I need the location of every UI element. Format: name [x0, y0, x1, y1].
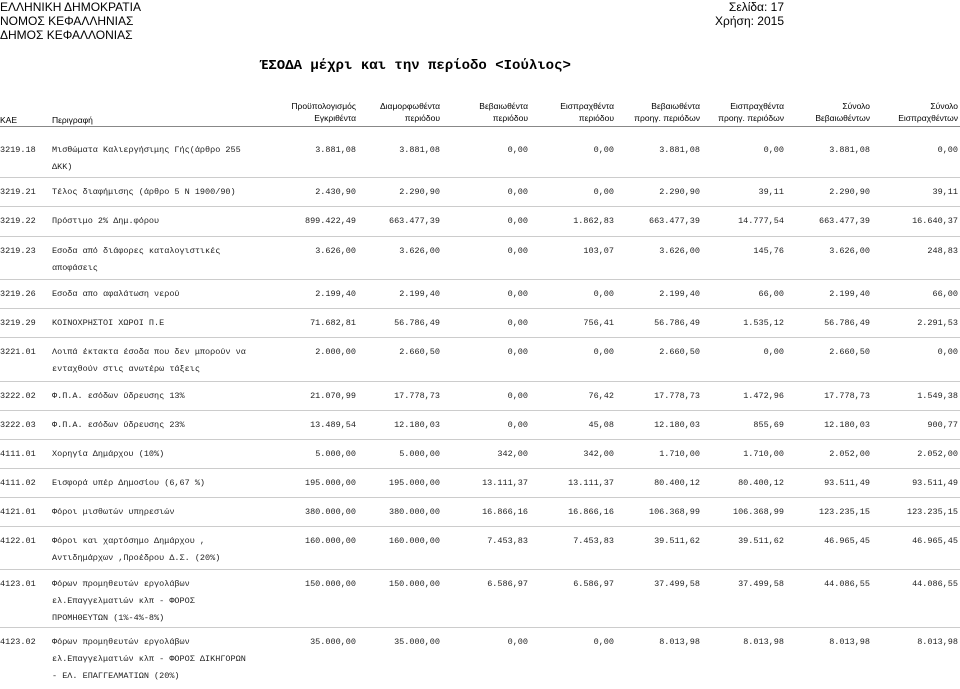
- header-left: [0, 0, 141, 42]
- row-value-col1: 380.000,00: [304, 507, 356, 517]
- column-header-c3-line: Βεβαιωθέντα: [479, 101, 528, 111]
- row-description-line: Φόροι και χαρτόσημο Δημάρχου ,: [52, 536, 206, 546]
- row-kae-code: 3219.26: [0, 289, 36, 299]
- header-divider: [0, 126, 960, 127]
- column-header-c7-line: Βεβαιωθέντων: [815, 113, 870, 123]
- row-value-col3: 0,00: [507, 347, 528, 357]
- row-description: [52, 475, 205, 492]
- row-divider: [0, 206, 960, 207]
- row-value-col8: 44.086,55: [912, 579, 958, 589]
- row-value-col5: 2.199,40: [659, 289, 700, 299]
- row-value-col3: 6.586,97: [487, 579, 528, 589]
- row-value-col3: 16.866,16: [482, 507, 528, 517]
- row-description-line: Φ.Π.Α. εσόδων ύδρευσης 13%: [52, 391, 185, 401]
- row-value-col8: 66,00: [932, 289, 958, 299]
- row-kae-code: 4122.01: [0, 536, 36, 546]
- page-number: Σελίδα: 17: [728, 0, 784, 14]
- row-value-col3: 0,00: [507, 637, 528, 647]
- row-value-col6: 66,00: [758, 289, 784, 299]
- row-value-col5: 663.477,39: [648, 216, 700, 226]
- row-value-col6: 80.400,12: [738, 478, 784, 488]
- row-divider: [0, 468, 960, 469]
- column-header-c4-line: Εισπραχθέντα: [560, 101, 614, 111]
- row-value-col6: 37.499,58: [738, 579, 784, 589]
- row-value-col5: 80.400,12: [654, 478, 700, 488]
- row-value-col4: 0,00: [593, 145, 614, 155]
- row-value-col5: 39.511,62: [654, 536, 700, 546]
- row-value-col3: 0,00: [507, 391, 528, 401]
- row-value-col8: 93.511,49: [912, 478, 958, 488]
- row-description-line: - ΕΛ. ΕΠΑΓΓΕΛΜΑΤΙΩΝ (20%): [52, 671, 180, 681]
- column-header-c3: [438, 100, 528, 124]
- row-description: [52, 184, 236, 201]
- row-divider: [0, 279, 960, 280]
- row-value-col3: 0,00: [507, 318, 528, 328]
- row-value-col6: 0,00: [763, 347, 784, 357]
- row-divider: [0, 569, 960, 570]
- column-header-c6-line: Εισπραχθέντα: [730, 101, 784, 111]
- row-value-col4: 0,00: [593, 289, 614, 299]
- row-kae-code: 3219.22: [0, 216, 36, 226]
- row-value-col6: 855,69: [753, 420, 784, 430]
- row-value-col4: 76,42: [588, 391, 614, 401]
- row-value-col4: 45,08: [588, 420, 614, 430]
- row-value-col7: 2.660,50: [829, 347, 870, 357]
- column-header-c8-line: Σύνολο: [930, 101, 958, 111]
- row-description-line: Εισφορά υπέρ Δημοσίου (6,67 %): [52, 478, 206, 488]
- row-value-col2: 150.000,00: [388, 579, 440, 589]
- row-description: [52, 344, 246, 378]
- column-header-c5-line: Βεβαιωθέντα: [651, 101, 700, 111]
- row-divider: [0, 236, 960, 237]
- row-value-col1: 71.682,81: [310, 318, 356, 328]
- row-value-col8: 2.052,00: [917, 449, 958, 459]
- row-description-line: ενταχθούν στις ανωτέρω τάξεις: [52, 364, 200, 374]
- row-value-col2: 35.000,00: [394, 637, 440, 647]
- column-header-kae: ΚΑΕ: [0, 115, 18, 125]
- row-value-col3: 0,00: [507, 289, 528, 299]
- row-value-col7: 3.626,00: [829, 246, 870, 256]
- row-value-col8: 123.235,15: [906, 507, 958, 517]
- row-value-col8: 248,83: [927, 246, 958, 256]
- row-value-col6: 1.535,12: [743, 318, 784, 328]
- column-header-c7: [780, 100, 870, 124]
- row-value-col1: 2.000,00: [315, 347, 356, 357]
- row-value-col7: 12.180,03: [824, 420, 870, 430]
- row-kae-code: 4121.01: [0, 507, 36, 517]
- header-right: [700, 0, 784, 28]
- row-divider: [0, 497, 960, 498]
- row-kae-code: 3221.01: [0, 347, 36, 357]
- row-value-col2: 3.881,08: [399, 145, 440, 155]
- row-value-col4: 0,00: [593, 347, 614, 357]
- row-description-line: Χορηγία Δημάρχου (10%): [52, 449, 165, 459]
- row-value-col4: 756,41: [583, 318, 614, 328]
- column-header-c1-line: Προϋπολογισμός: [291, 101, 356, 111]
- row-kae-code: 4111.02: [0, 478, 36, 488]
- column-header-c1-line: Εγκριθέντα: [314, 113, 356, 123]
- row-value-col5: 1.710,00: [659, 449, 700, 459]
- row-value-col6: 0,00: [763, 145, 784, 155]
- row-value-col7: 56.786,49: [824, 318, 870, 328]
- row-value-col6: 1.472,96: [743, 391, 784, 401]
- row-value-col7: 123.235,15: [818, 507, 870, 517]
- row-divider: [0, 308, 960, 309]
- row-value-col6: 14.777,54: [738, 216, 784, 226]
- row-value-col2: 2.660,50: [399, 347, 440, 357]
- row-value-col8: 16.640,37: [912, 216, 958, 226]
- row-description-line: Πρόστιμο 2% Δημ.φόρου: [52, 216, 160, 226]
- row-value-col4: 6.586,97: [573, 579, 614, 589]
- row-description-line: αποφάσεις: [52, 263, 98, 273]
- column-header-c5: [610, 100, 700, 124]
- row-description-line: ελ.Επαγγελματιών κλπ - ΦΟΡΟΣ ΔΙΚΗΓΟΡΩΝ: [52, 654, 246, 664]
- row-description: [52, 533, 220, 567]
- row-value-col1: 3.881,08: [315, 145, 356, 155]
- row-value-col5: 12.180,03: [654, 420, 700, 430]
- row-value-col6: 1.710,00: [743, 449, 784, 459]
- column-header-c2-line: Διαμορφωθέντα: [379, 101, 440, 111]
- row-value-col1: 3.626,00: [315, 246, 356, 256]
- row-value-col7: 663.477,39: [818, 216, 870, 226]
- row-description: [52, 286, 180, 303]
- row-description-line: ΔΚΚ): [52, 162, 73, 172]
- row-value-col2: 12.180,03: [394, 420, 440, 430]
- report-title: ΈΣΟΔΑ μέχρι και την περίοδο <Ιούλιος>: [260, 58, 571, 74]
- row-value-col5: 3.626,00: [659, 246, 700, 256]
- row-value-col5: 8.013,98: [659, 637, 700, 647]
- row-kae-code: 3222.03: [0, 420, 36, 430]
- country-name: ΕΛΛΗΝΙΚΗ ΔΗΜΟΚΡΑΤΙΑ: [0, 0, 141, 14]
- row-value-col1: 899.422,49: [304, 216, 356, 226]
- column-header-c8-line: Εισπραχθέντων: [898, 113, 958, 123]
- row-value-col2: 380.000,00: [388, 507, 440, 517]
- row-value-col6: 39.511,62: [738, 536, 784, 546]
- row-value-col7: 2.052,00: [829, 449, 870, 459]
- row-kae-code: 4123.01: [0, 579, 36, 589]
- row-description-line: ΚΟΙΝΟΧΡΗΣΤΟΙ ΧΩΡΟΙ Π.Ε: [52, 318, 165, 328]
- row-value-col4: 13.111,37: [568, 478, 614, 488]
- row-value-col3: 13.111,37: [482, 478, 528, 488]
- row-description-line: Τέλος διαφήμισης (άρθρο 5 Ν 1900/90): [52, 187, 236, 197]
- row-divider: [0, 439, 960, 440]
- row-value-col1: 2.430,90: [315, 187, 356, 197]
- row-value-col8: 1.549,38: [917, 391, 958, 401]
- row-value-col4: 342,00: [583, 449, 614, 459]
- row-value-col7: 2.199,40: [829, 289, 870, 299]
- row-value-col6: 39,11: [758, 187, 784, 197]
- row-value-col7: 3.881,08: [829, 145, 870, 155]
- row-value-col2: 5.000,00: [399, 449, 440, 459]
- row-value-col7: 44.086,55: [824, 579, 870, 589]
- row-value-col4: 0,00: [593, 637, 614, 647]
- row-description: [52, 446, 164, 463]
- row-description: [52, 243, 220, 277]
- row-divider: [0, 526, 960, 527]
- row-value-col4: 7.453,83: [573, 536, 614, 546]
- row-value-col7: 93.511,49: [824, 478, 870, 488]
- row-value-col1: 13.489,54: [310, 420, 356, 430]
- column-header-c2-line: περιόδου: [404, 113, 440, 123]
- row-value-col4: 103,07: [583, 246, 614, 256]
- column-header-c5-line: προηγ. περιόδων: [634, 113, 700, 123]
- row-divider: [0, 337, 960, 338]
- row-value-col8: 0,00: [937, 347, 958, 357]
- row-value-col1: 195.000,00: [304, 478, 356, 488]
- row-value-col6: 8.013,98: [743, 637, 784, 647]
- row-value-col2: 2.290,90: [399, 187, 440, 197]
- row-kae-code: 3219.29: [0, 318, 36, 328]
- column-header-c1: [266, 100, 356, 124]
- fiscal-year: Χρήση: 2015: [715, 14, 784, 28]
- row-value-col8: 0,00: [937, 145, 958, 155]
- row-value-col6: 106.368,99: [732, 507, 784, 517]
- row-value-col8: 46.965,45: [912, 536, 958, 546]
- column-header-c7-line: Σύνολο: [842, 101, 870, 111]
- row-value-col1: 160.000,00: [304, 536, 356, 546]
- row-divider: [0, 410, 960, 411]
- row-description-line: Εσοδα από διάφορες καταλογιστικές: [52, 246, 221, 256]
- row-value-col3: 0,00: [507, 145, 528, 155]
- row-divider: [0, 381, 960, 382]
- row-value-col2: 195.000,00: [388, 478, 440, 488]
- row-description-line: Φόροι μισθωτών υπηρεσιών: [52, 507, 175, 517]
- row-value-col4: 16.866,16: [568, 507, 614, 517]
- row-value-col2: 17.778,73: [394, 391, 440, 401]
- row-kae-code: 4123.02: [0, 637, 36, 647]
- row-value-col4: 1.862,83: [573, 216, 614, 226]
- row-value-col5: 2.290,90: [659, 187, 700, 197]
- row-kae-code: 4111.01: [0, 449, 36, 459]
- row-description-line: Αντιδημάρχων ,Προέδρου Δ.Σ. (20%): [52, 553, 221, 563]
- row-value-col7: 17.778,73: [824, 391, 870, 401]
- row-value-col5: 17.778,73: [654, 391, 700, 401]
- row-value-col5: 106.368,99: [648, 507, 700, 517]
- row-value-col3: 0,00: [507, 187, 528, 197]
- row-description: [52, 576, 195, 627]
- row-value-col2: 56.786,49: [394, 318, 440, 328]
- column-header-c4-line: περιόδου: [578, 113, 614, 123]
- row-value-col8: 8.013,98: [917, 637, 958, 647]
- row-value-col1: 5.000,00: [315, 449, 356, 459]
- row-description-line: Μισθώματα Καλιεργήσιμης Γής(άρθρο 255: [52, 145, 241, 155]
- column-header-description: Περιγραφή: [52, 115, 93, 125]
- row-description: [52, 417, 185, 434]
- column-header-c4: [524, 100, 614, 124]
- prefecture-name: ΝΟΜΟΣ ΚΕΦΑΛΛΗΝΙΑΣ: [0, 14, 134, 28]
- row-value-col7: 46.965,45: [824, 536, 870, 546]
- column-header-c8: [868, 100, 958, 124]
- row-description-line: Φόρων προμηθευτών εργολάβων: [52, 637, 190, 647]
- row-value-col6: 145,76: [753, 246, 784, 256]
- row-value-col8: 900,77: [927, 420, 958, 430]
- row-description: [52, 504, 174, 521]
- row-value-col5: 37.499,58: [654, 579, 700, 589]
- row-value-col2: 160.000,00: [388, 536, 440, 546]
- row-description: [52, 142, 241, 176]
- column-header-c3-line: περιόδου: [492, 113, 528, 123]
- row-description-line: Φ.Π.Α. εσόδων ύδρευσης 23%: [52, 420, 185, 430]
- row-description-line: Εσοδα απο αφαλάτωση νερού: [52, 289, 180, 299]
- column-header-c6-line: προηγ. περιόδων: [718, 113, 784, 123]
- row-description: [52, 634, 246, 685]
- row-kae-code: 3219.23: [0, 246, 36, 256]
- row-value-col2: 3.626,00: [399, 246, 440, 256]
- row-value-col3: 342,00: [497, 449, 528, 459]
- row-value-col8: 2.291,53: [917, 318, 958, 328]
- row-divider: [0, 627, 960, 628]
- row-divider: [0, 177, 960, 178]
- row-description: [52, 388, 185, 405]
- row-value-col1: 2.199,40: [315, 289, 356, 299]
- row-value-col4: 0,00: [593, 187, 614, 197]
- row-value-col3: 0,00: [507, 420, 528, 430]
- row-value-col1: 150.000,00: [304, 579, 356, 589]
- row-value-col3: 7.453,83: [487, 536, 528, 546]
- row-value-col5: 3.881,08: [659, 145, 700, 155]
- row-value-col7: 8.013,98: [829, 637, 870, 647]
- row-description-line: Λοιπά έκτακτα έσοδα που δεν μπορούν να: [52, 347, 246, 357]
- row-value-col1: 35.000,00: [310, 637, 356, 647]
- row-value-col7: 2.290,90: [829, 187, 870, 197]
- column-header-c2: [350, 100, 440, 124]
- row-value-col3: 0,00: [507, 216, 528, 226]
- row-value-col5: 56.786,49: [654, 318, 700, 328]
- row-value-col1: 21.070,99: [310, 391, 356, 401]
- row-kae-code: 3222.02: [0, 391, 36, 401]
- row-description-line: ΠΡΟΜΗΘΕΥΤΩΝ (1%-4%-8%): [52, 613, 165, 623]
- row-value-col2: 2.199,40: [399, 289, 440, 299]
- row-value-col5: 2.660,50: [659, 347, 700, 357]
- row-description-line: ελ.Επαγγελματιών κλπ - ΦΟΡΟΣ: [52, 596, 195, 606]
- row-description-line: Φόρων προμηθευτών εργολάβων: [52, 579, 190, 589]
- row-kae-code: 3219.21: [0, 187, 36, 197]
- row-description: [52, 315, 164, 332]
- row-kae-code: 3219.18: [0, 145, 36, 155]
- municipality-name: ΔΗΜΟΣ ΚΕΦΑΛΛΟΝΙΑΣ: [0, 28, 133, 42]
- column-header-c6: [694, 100, 784, 124]
- row-value-col2: 663.477,39: [388, 216, 440, 226]
- row-value-col3: 0,00: [507, 246, 528, 256]
- row-value-col8: 39,11: [932, 187, 958, 197]
- row-description: [52, 213, 159, 230]
